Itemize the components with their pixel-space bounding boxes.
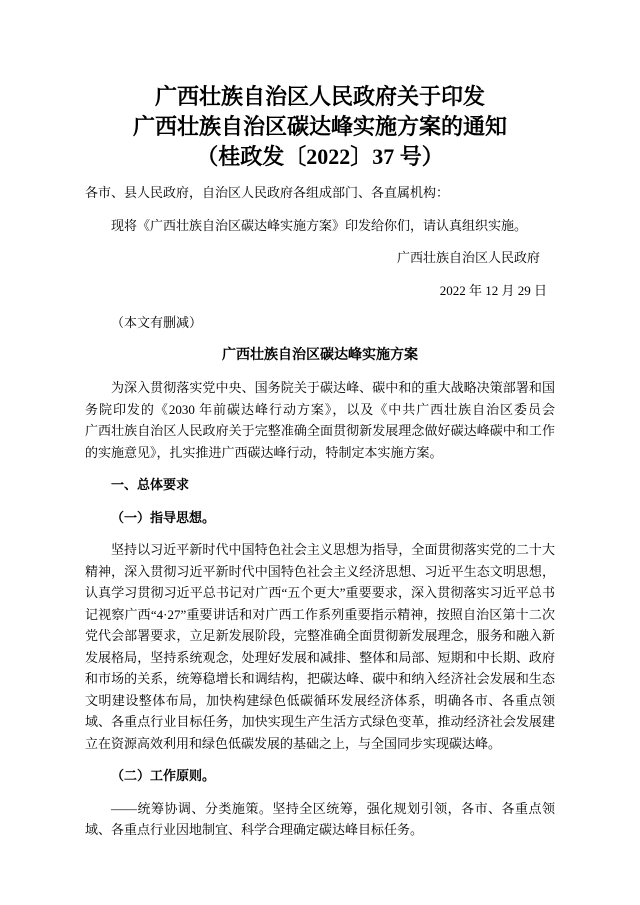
- abridged-note: （本文有删减）: [111, 315, 203, 330]
- issuer-signature: 广西壮族自治区人民政府: [396, 250, 540, 265]
- forwarding-sentence: 现将《广西壮族自治区碳达峰实施方案》印发给你们，请认真组织实施。: [111, 217, 528, 233]
- title-line-2: 广西壮族自治区碳达峰实施方案的通知: [132, 114, 507, 139]
- section-1-2-heading: （二）工作原则。: [111, 768, 216, 783]
- preamble-paragraph: 为深入贯彻落实党中央、国务院关于碳达峰、碳中和的重大战略决策部署和国务院印发的《2030 年前碳达峰行动方案》，以及《中共广西壮族自治区委员会 广西壮族自治区人民政府关于完整准确全面贯彻新发展理念做好碳达峰碳中和工作的实施意见》，扎实推进广西碳达峰行动，特制定本实施方案。: [85, 380, 582, 460]
- plan-title: 广西壮族自治区碳达峰实施方案: [222, 347, 418, 363]
- document-title: [85, 82, 555, 172]
- issue-date: 2022 年 12 月 29 日: [439, 282, 547, 298]
- section-1-heading: 一、总体要求: [111, 477, 190, 492]
- work-principle-paragraph: ——统筹协调、分类施策。坚持全区统筹，强化规划引领，各市、各重点领域、各重点行业因地制宜、科学合理确定碳达峰目标任务。: [85, 800, 555, 837]
- section-1-1-heading: （一）指导思想。: [111, 509, 216, 525]
- salutation: 各市、县人民政府，自治区人民政府各组成部门、各直属机构：: [85, 185, 450, 200]
- guiding-thought-paragraph: 坚持以习近平新时代中国特色社会主义思想为指导，全面贯彻落实党的二十大精神，深入贯彻习近平新时代中国特色社会主义经济思想、习近平生态文明思想，认真学习贯彻习近平总书记对广西“五个更大”重要要求，深入贯彻落实习近平总书记视察广西“4·27”重要讲话和对广西工作系列重要指示精神，按照自治区第十二次党代会部署要求，立足新发展阶段，完整准确全面贯彻新发展理念，服务和融入新发展格局，坚持系统观念，处理好发展和减排、整体和局部、短期和中长期、政府和市场的关系，统筹稳增长和调结构，把碳达峰、碳中和纳入经济社会发展和生态文明建设整体布局，加快构建绿色低碳循环发展经济体系，明确各市、各重点领域、各重点行业目标任务，加快实现生产生活方式绿色变革，推动经济社会发展建立在资源高效利用和绿色低碳发展的基础之上，与全国同步实现碳达峰。: [85, 542, 555, 751]
- title-line-3: （桂政发〔2022〕37 号）: [196, 144, 444, 169]
- title-line-1: 广西壮族自治区人民政府关于印发: [154, 84, 485, 109]
